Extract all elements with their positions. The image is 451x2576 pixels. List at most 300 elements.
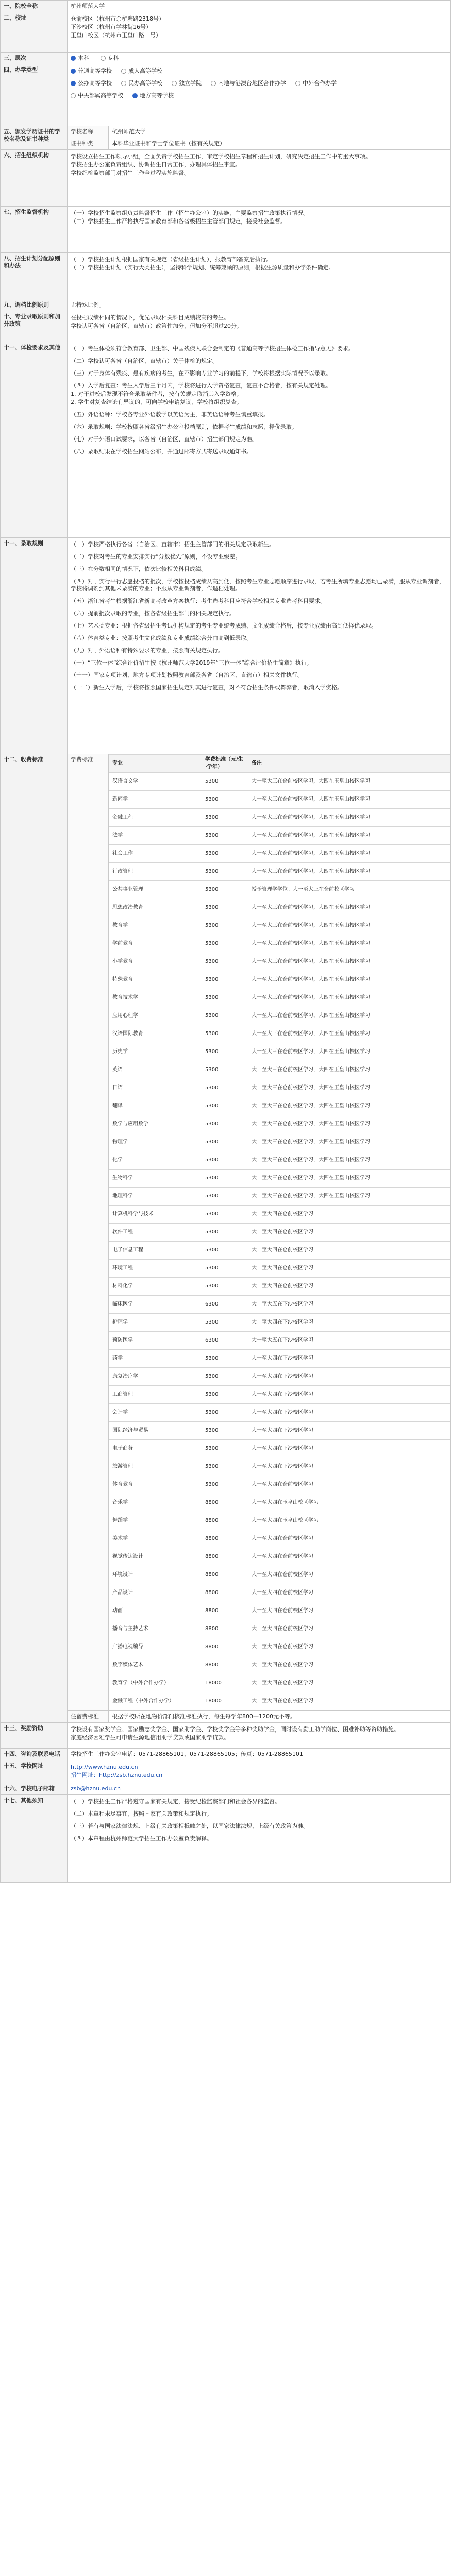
tuition-major: 预防医学 [109,1332,202,1350]
tuition-row [109,1494,450,1512]
tuition-fee: 5300 [202,1043,248,1061]
row-label: 四、办学类型 [1,64,68,126]
column-header: 备注 [248,755,450,773]
tuition-major: 学前教育 [109,935,202,953]
tuition-major: 环境设计 [109,1566,202,1584]
tuition-major: 数字媒体艺术 [109,1656,202,1674]
tuition-fee: 5300 [202,1025,248,1043]
tuition-fee: 8800 [202,1548,248,1566]
tuition-major: 旅游管理 [109,1458,202,1476]
row-label: 十五、学校网址 [1,1760,68,1783]
tuition-fee: 18000 [202,1692,248,1710]
admission-ratio-value: 无特殊比例。 [68,299,451,311]
tuition-fee: 5300 [202,1422,248,1440]
tuition-row [109,863,450,881]
tuition-fee: 5300 [202,773,248,791]
tuition-row [109,1548,450,1566]
tuition-fee: 8800 [202,1638,248,1656]
level-option-undergrad[interactable] [71,55,89,62]
tuition-note: 大一至大五在下沙校区学习 [248,1296,450,1314]
tuition-row [109,1170,450,1188]
tuition-major: 行政管理 [109,863,202,881]
tuition-row [109,935,450,953]
tuition-major: 视觉传达设计 [109,1548,202,1566]
tuition-header-row [109,755,450,773]
text-line: 学校纪检监察部门对招生工作全过程实施监督。 [71,170,190,176]
row-admission-ratio [1,299,451,311]
row-label: 三、层次 [1,53,68,64]
text-line: （三）若有与国家法律法规、上级有关政策相抵触之处，以国家法律法规、上级有关政策为准。 [71,1823,309,1829]
tuition-major: 教育学 [109,917,202,935]
tuition-major: 电子信息工程 [109,1242,202,1260]
tuition-row [109,1278,450,1296]
tuition-note: 大一至大四在仓前校区学习 [248,1638,450,1656]
tuition-row [109,1043,450,1061]
tuition-fee: 5300 [202,1260,248,1278]
tuition-row [109,1007,450,1025]
tuition-row [109,899,450,917]
tuition-note: 大一至大三在仓前校区学习，大四在玉皇山校区学习 [248,917,450,935]
row-admission [1,538,451,754]
text-line: （七）对于外语口试要求，以各省（自治区、直辖市）招生部门规定为准。 [71,436,258,443]
text-line: 学校设有国家奖学金、国家励志奖学金、国家助学金、学校奖学金等多种奖助学金，同时设有勤工助学岗位、困难补助等资助措施。 [71,1726,399,1733]
tuition-major: 社会工作 [109,845,202,863]
admissions-link[interactable]: 招生网址：http://zsb.hznu.edu.cn [71,1772,163,1778]
tuition-row [109,1386,450,1404]
tuition-fee: 18000 [202,1674,248,1692]
tuition-row [109,1133,450,1151]
tuition-row [109,1260,450,1278]
tuition-note: 大一至大三在仓前校区学习，大四在玉皇山校区学习 [248,827,450,845]
option-label: 专科 [107,55,119,61]
fees-cell [109,754,451,1711]
website-value [68,1760,451,1783]
tuition-fee: 5300 [202,1242,248,1260]
tuition-table [109,754,450,1710]
option-adult[interactable] [121,67,162,75]
tuition-note: 大一至大四在仓前校区学习 [248,1692,450,1710]
tuition-note: 大一至大四在玉皇山校区学习 [248,1512,450,1530]
row-label: 十七、其他须知 [1,1795,68,1883]
school-name-value: 杭州师范大学 [68,1,451,12]
text-line: （三）在分数相同的情况下，依次比较相关科目成绩。 [71,566,207,572]
tuition-row [109,1692,450,1710]
radio-selected-icon [71,69,76,74]
row-level [1,53,451,64]
tuition-note: 大一至大四在仓前校区学习 [248,1548,450,1566]
row-plan [1,253,451,299]
row-label: 十、专业录取原则和加分政策 [1,311,68,342]
dorm-value: 根据学校所在地物价部门核准标准执行，每生每学年800—1200元不等。 [109,1711,451,1723]
tuition-note: 大一至大三在仓前校区学习，大四在玉皇山校区学习 [248,845,450,863]
radio-icon [101,56,106,61]
text-line: （一）学校招生工作严格遵守国家有关规定，接受纪检监察部门和社会各界的监督。 [71,1798,280,1805]
row-cert-type [1,138,451,150]
row-label: 六、招生组织机构 [1,150,68,207]
tuition-row [109,1368,450,1386]
tuition-note: 大一至大四在仓前校区学习 [248,1566,450,1584]
tuition-major: 计算机科学与技术 [109,1206,202,1224]
supervision-value [68,207,451,253]
text-line: （二）学校认可各省（自治区、直辖市）关于体检的规定。 [71,358,218,364]
tuition-note: 大一至大三在仓前校区学习，大四在玉皇山校区学习 [248,1188,450,1206]
row-special [1,311,451,342]
option-label: 中外合作办学 [303,80,337,87]
tuition-row [109,1476,450,1494]
sub-label: 学校名称 [68,126,109,138]
text-line: （五）浙江省考生根据浙江省新高考改革方案执行：考生选考科目应符合学校相关专业选考科目要求。 [71,598,326,604]
tuition-note: 大一至大四在仓前校区学习 [248,1206,450,1224]
option-hk-cooperation[interactable] [211,80,286,87]
tuition-note: 大一至大三在仓前校区学习，大四在玉皇山校区学习 [248,863,450,881]
tuition-major: 小学教育 [109,953,202,971]
tuition-row [109,827,450,845]
row-label: 十二、收费标准 [1,754,68,1723]
tuition-major: 材料化学 [109,1278,202,1296]
option-label: 本科 [78,55,89,61]
text-line: 学校设立招生工作领导小组，全面负责学校招生工作，审定学校招生章程和招生计划，研究决定招生工作中的重大事项。 [71,153,371,160]
tuition-major: 汉语国际教育 [109,1025,202,1043]
tuition-fee: 5300 [202,1278,248,1296]
column-header: 学费标准（元/生·学年） [202,755,248,773]
tuition-major: 音乐学 [109,1494,202,1512]
tuition-row [109,1224,450,1242]
tuition-note: 大一至大三在仓前校区学习，大四在玉皇山校区学习 [248,1097,450,1115]
tuition-fee: 5300 [202,899,248,917]
tuition-row [109,809,450,827]
tuition-fee: 5300 [202,971,248,989]
tuition-major: 工商管理 [109,1386,202,1404]
tuition-row [109,1584,450,1602]
tuition-major: 汉语言文学 [109,773,202,791]
option-regular[interactable] [71,67,112,75]
row-org [1,150,451,207]
text-line: （一）学校严格执行各省（自治区、直辖市）招生主管部门的相关规定录取新生。 [71,541,275,548]
contact-value: 学校招生工作办公室电话：0571-28865101、0571-28865105；传真：0571-28865101 [68,1749,451,1760]
row-label: 九、调档比例原则 [1,299,68,311]
tuition-note: 大一至大四在下沙校区学习 [248,1350,450,1368]
tuition-row [109,1332,450,1350]
address-value [68,12,451,53]
tuition-note: 大一至大四在下沙校区学习 [248,1404,450,1422]
option-label: 公办高等学校 [78,80,112,87]
text-line: （十）“三位一体”综合评价招生按《杭州师范大学2019年“三位一体”综合评价招生简章》执行。 [71,659,312,666]
row-scholarship [1,1723,451,1749]
tuition-note: 大一至大四在下沙校区学习 [248,1440,450,1458]
tuition-row [109,1025,450,1043]
tuition-note: 大一至大三在仓前校区学习，大四在玉皇山校区学习 [248,1079,450,1097]
row-label: 十四、咨询及联系电话 [1,1749,68,1760]
text-line: 家庭经济困难学生可申请生源地信用助学贷款或国家助学贷款。 [71,1734,229,1741]
tuition-note: 大一至大五在下沙校区学习 [248,1332,450,1350]
tuition-note: 大一至大四在仓前校区学习 [248,1278,450,1296]
tuition-major: 软件工程 [109,1224,202,1242]
column-header: 专业 [109,755,202,773]
option-foreign-cooperation[interactable] [295,80,337,87]
email-link[interactable]: zsb@hznu.edu.cn [71,1785,121,1792]
option-independent[interactable] [172,80,202,87]
tuition-note: 授予管理学学位。大一至大三在仓前校区学习 [248,881,450,899]
text-line: （二）学校招生计划（实行大类招生），坚持科学规划、统筹兼顾的原则，根据生源质量和办学条件确定。 [71,264,335,271]
tuition-note: 大一至大三在仓前校区学习，大四在玉皇山校区学习 [248,1007,450,1025]
tuition-note: 大一至大三在仓前校区学习，大四在玉皇山校区学习 [248,1170,450,1188]
row-label: 十三、奖励资助 [1,1723,68,1749]
tuition-note: 大一至大四在仓前校区学习 [248,1674,450,1692]
tuition-fee: 5300 [202,1206,248,1224]
tuition-row [109,1206,450,1224]
option-private[interactable] [121,80,162,87]
tuition-major: 思想政治教育 [109,899,202,917]
text-line: 学校招生办公室负责组织、协调招生日常工作，办理具体招生事宜。 [71,161,241,168]
tuition-fee: 5300 [202,1476,248,1494]
tuition-fee: 6300 [202,1332,248,1350]
tuition-fee: 5300 [202,881,248,899]
tuition-fee: 8800 [202,1656,248,1674]
tuition-row [109,1530,450,1548]
tuition-major: 金融工程 [109,809,202,827]
tuition-row [109,971,450,989]
tuition-major: 护理学 [109,1314,202,1332]
row-label: 八、招生计划分配原则和办法 [1,253,68,299]
tuition-note: 大一至大三在仓前校区学习，大四在玉皇山校区学习 [248,899,450,917]
tuition-fee: 8800 [202,1566,248,1584]
option-label: 内地与港澳台地区合作办学 [218,80,286,87]
tuition-major: 生物科学 [109,1170,202,1188]
tuition-note: 大一至大四在仓前校区学习 [248,1584,450,1602]
text-line: （一）学校招生监察组负责监督招生工作（招生办公室）的实施，主要监察招生政策执行情况。 [71,210,309,216]
text-line: （三）对于身体有残疾、患有疾病的考生，在不影响专业学习的前提下，学校将根据实际情况予以录取。 [71,370,331,377]
tuition-note: 大一至大三在仓前校区学习，大四在玉皇山校区学习 [248,989,450,1007]
text-line: （七）艺术类专业：根据各省级招生考试机构规定的考生专业统考成绩、文化成绩合格后，按专业成绩由高到低择优录取。 [71,622,377,629]
tuition-fee: 8800 [202,1620,248,1638]
tuition-major: 播音与主持艺术 [109,1620,202,1638]
tuition-major: 美术学 [109,1530,202,1548]
row-label: 一、院校全称 [1,1,68,12]
radio-icon [172,81,177,86]
tuition-row [109,1620,450,1638]
row-label: 七、招生监督机构 [1,207,68,253]
sub-label: 证书种类 [68,138,109,150]
tuition-note: 大一至大三在仓前校区学习，大四在玉皇山校区学习 [248,1061,450,1079]
tuition-fee: 8800 [202,1530,248,1548]
tuition-major: 法学 [109,827,202,845]
tuition-major: 产品设计 [109,1584,202,1602]
tuition-major: 地理科学 [109,1188,202,1206]
tuition-row [109,1674,450,1692]
tuition-note: 大一至大四在仓前校区学习 [248,1656,450,1674]
tuition-fee: 5300 [202,791,248,809]
tuition-major: 教育技术学 [109,989,202,1007]
row-label: 十六、学校电子邮箱 [1,1783,68,1795]
tuition-note: 大一至大四在仓前校区学习 [248,1530,450,1548]
row-supervision [1,207,451,253]
option-central[interactable] [71,92,123,99]
tuition-note: 大一至大三在仓前校区学习，大四在玉皇山校区学习 [248,1115,450,1133]
option-label: 民办高等学校 [128,80,162,87]
tuition-row [109,1350,450,1368]
tuition-note: 大一至大四在仓前校区学习 [248,1602,450,1620]
row-contact [1,1749,451,1760]
sub-label: 学费标准 [68,754,109,1711]
tuition-note: 大一至大三在仓前校区学习，大四在玉皇山校区学习 [248,1133,450,1151]
tuition-major: 舞蹈学 [109,1512,202,1530]
tuition-note: 大一至大三在仓前校区学习，大四在玉皇山校区学习 [248,773,450,791]
text-line: 学校认可各省（自治区、直辖市）政策性加分，但加分不超过20分。 [71,323,242,329]
tuition-note: 大一至大四在仓前校区学习 [248,1260,450,1278]
tuition-row [109,1440,450,1458]
tuition-fee: 5300 [202,1458,248,1476]
cert-type-value: 本科毕业证书和学士学位证书（按有关规定） [109,138,451,150]
tuition-note: 大一至大四在下沙校区学习 [248,1422,450,1440]
tuition-fee: 5300 [202,845,248,863]
tuition-note: 大一至大三在仓前校区学习，大四在玉皇山校区学习 [248,1025,450,1043]
option-label: 地方高等学校 [140,92,174,99]
tuition-row [109,773,450,791]
row-dorm [1,1711,451,1723]
tuition-major: 新闻学 [109,791,202,809]
tuition-major: 金融工程（中外合作办学） [109,1692,202,1710]
sub-label: 住宿费标准 [68,1711,109,1723]
text-line: （八）体育类专业：按照考生文化成绩和专业成绩综合分由高到低录取。 [71,635,252,641]
tuition-note: 大一至大四在仓前校区学习 [248,1620,450,1638]
tuition-row [109,1242,450,1260]
tuition-major: 应用心理学 [109,1007,202,1025]
row-fees [1,754,451,1711]
row-rules [1,342,451,538]
tuition-fee: 8800 [202,1494,248,1512]
tuition-fee: 8800 [202,1602,248,1620]
address-line: 仓前校区（杭州市余杭塘路2318号） [71,15,164,22]
tuition-fee: 5300 [202,1224,248,1242]
tuition-row [109,845,450,863]
cert-school-value: 杭州师范大学 [109,126,451,138]
option-public[interactable] [71,80,112,87]
row-school-name [1,1,451,12]
admission-value [68,538,451,754]
tuition-fee: 6300 [202,1296,248,1314]
tuition-fee: 5300 [202,809,248,827]
radio-selected-icon [132,93,138,98]
tuition-major: 国际经济与贸易 [109,1422,202,1440]
tuition-row [109,1512,450,1530]
tuition-row [109,1079,450,1097]
tuition-row [109,881,450,899]
tuition-fee: 5300 [202,989,248,1007]
radio-icon [295,81,300,86]
tuition-fee: 5300 [202,953,248,971]
tuition-fee: 5300 [202,827,248,845]
tuition-fee: 5300 [202,1170,248,1188]
scholarship-value [68,1723,451,1749]
tuition-major: 动画 [109,1602,202,1620]
tuition-major: 化学 [109,1151,202,1170]
rules-value [68,342,451,538]
radio-icon [121,69,126,74]
tuition-fee: 5300 [202,1097,248,1115]
text-line: （五）外语语种：学校各专业外语教学以英语为主，非英语语种考生慎重填报。 [71,411,269,418]
tuition-major: 翻译 [109,1097,202,1115]
tuition-major: 物理学 [109,1133,202,1151]
tuition-row [109,1656,450,1674]
radio-selected-icon [71,81,76,86]
option-label: 中央部属高等学校 [78,92,123,99]
tuition-major: 广播电视编导 [109,1638,202,1656]
text-line: （二）学校对考生的专业安排实行“分数优先”原则，不设专业级差。 [71,553,241,560]
text-line: （一）学校招生计划根据国家有关规定（省级招生计划），报教育部备案后执行。 [71,256,272,263]
radio-icon [121,81,126,86]
tuition-major: 体育教育 [109,1476,202,1494]
tuition-note: 大一至大四在下沙校区学习 [248,1386,450,1404]
row-cert-school [1,126,451,138]
tuition-fee: 5300 [202,1151,248,1170]
tuition-fee: 5300 [202,1133,248,1151]
row-label: 二、校址 [1,12,68,53]
text-line: （九）对于外语语种有特殊要求的专业，按照有关规定执行。 [71,647,224,654]
row-label: 五、颁发学历证书的学校名称及证书种类 [1,126,68,150]
row-nature [1,64,451,126]
row-other [1,1795,451,1883]
tuition-fee: 5300 [202,1350,248,1368]
tuition-major: 公共事业管理 [109,881,202,899]
row-website [1,1760,451,1783]
tuition-row [109,917,450,935]
nature-options [68,64,451,126]
tuition-note: 大一至大三在仓前校区学习，大四在玉皇山校区学习 [248,953,450,971]
tuition-row [109,791,450,809]
tuition-major: 教育学（中外合作办学） [109,1674,202,1692]
option-label: 独立学院 [179,80,202,87]
tuition-row [109,1296,450,1314]
tuition-major: 电子商务 [109,1440,202,1458]
address-line: 玉皇山校区（杭州市玉皇山路一号） [71,32,161,39]
tuition-major: 会计学 [109,1404,202,1422]
row-label: 十一、体检要求及其他 [1,342,68,538]
other-value [68,1795,451,1883]
tuition-row [109,1458,450,1476]
tuition-major: 日语 [109,1079,202,1097]
radio-selected-icon [71,56,76,61]
text-line: （四）本章程由杭州师范大学招生工作办公室负责解释。 [71,1835,212,1842]
tuition-major: 英语 [109,1061,202,1079]
text-line: （四）对于实行平行志愿投档的批次，学校按投档成绩从高到低，按照考生专业志愿顺序进行录取，若考生所填专业志愿均已录满，服从专业调剂者，学校将调剂到其他未录满的专业；不服从专业调剂者，作退档处理。 [71,578,445,592]
text-line: （八）录取结果在学校招生网站公布，并通过邮寄方式寄送录取通知书。 [71,448,252,455]
website-link[interactable]: http://www.hznu.edu.cn [71,1764,138,1770]
tuition-row [109,1422,450,1440]
tuition-note: 大一至大四在仓前校区学习 [248,1242,450,1260]
tuition-row [109,1097,450,1115]
text-line: （二）本章程未尽事宜，按照国家有关政策和规定执行。 [71,1810,212,1817]
text-line: （二）学校招生工作严格执行国家教育部和各省级招生主管部门规定，接受社会监督。 [71,218,286,225]
tuition-note: 大一至大四在玉皇山校区学习 [248,1494,450,1512]
tuition-note: 大一至大四在下沙校区学习 [248,1458,450,1476]
tuition-note: 大一至大四在仓前校区学习 [248,1224,450,1242]
tuition-note: 大一至大三在仓前校区学习，大四在玉皇山校区学习 [248,791,450,809]
row-email [1,1783,451,1795]
tuition-fee: 5300 [202,1314,248,1332]
tuition-fee: 5300 [202,917,248,935]
tuition-note: 大一至大四在下沙校区学习 [248,1368,450,1386]
tuition-major: 历史学 [109,1043,202,1061]
option-local[interactable] [132,92,174,99]
tuition-fee: 5300 [202,863,248,881]
tuition-fee: 5300 [202,1188,248,1206]
text-line: （十二）新生入学后，学校将按照国家招生规定对其进行复查，对不符合招生条件或舞弊者，取消入学资格。 [71,684,343,691]
tuition-major: 康复治疗学 [109,1368,202,1386]
tuition-note: 大一至大三在仓前校区学习，大四在玉皇山校区学习 [248,1151,450,1170]
tuition-fee: 5300 [202,1386,248,1404]
email-value [68,1783,451,1795]
level-option-junior[interactable] [101,55,119,62]
